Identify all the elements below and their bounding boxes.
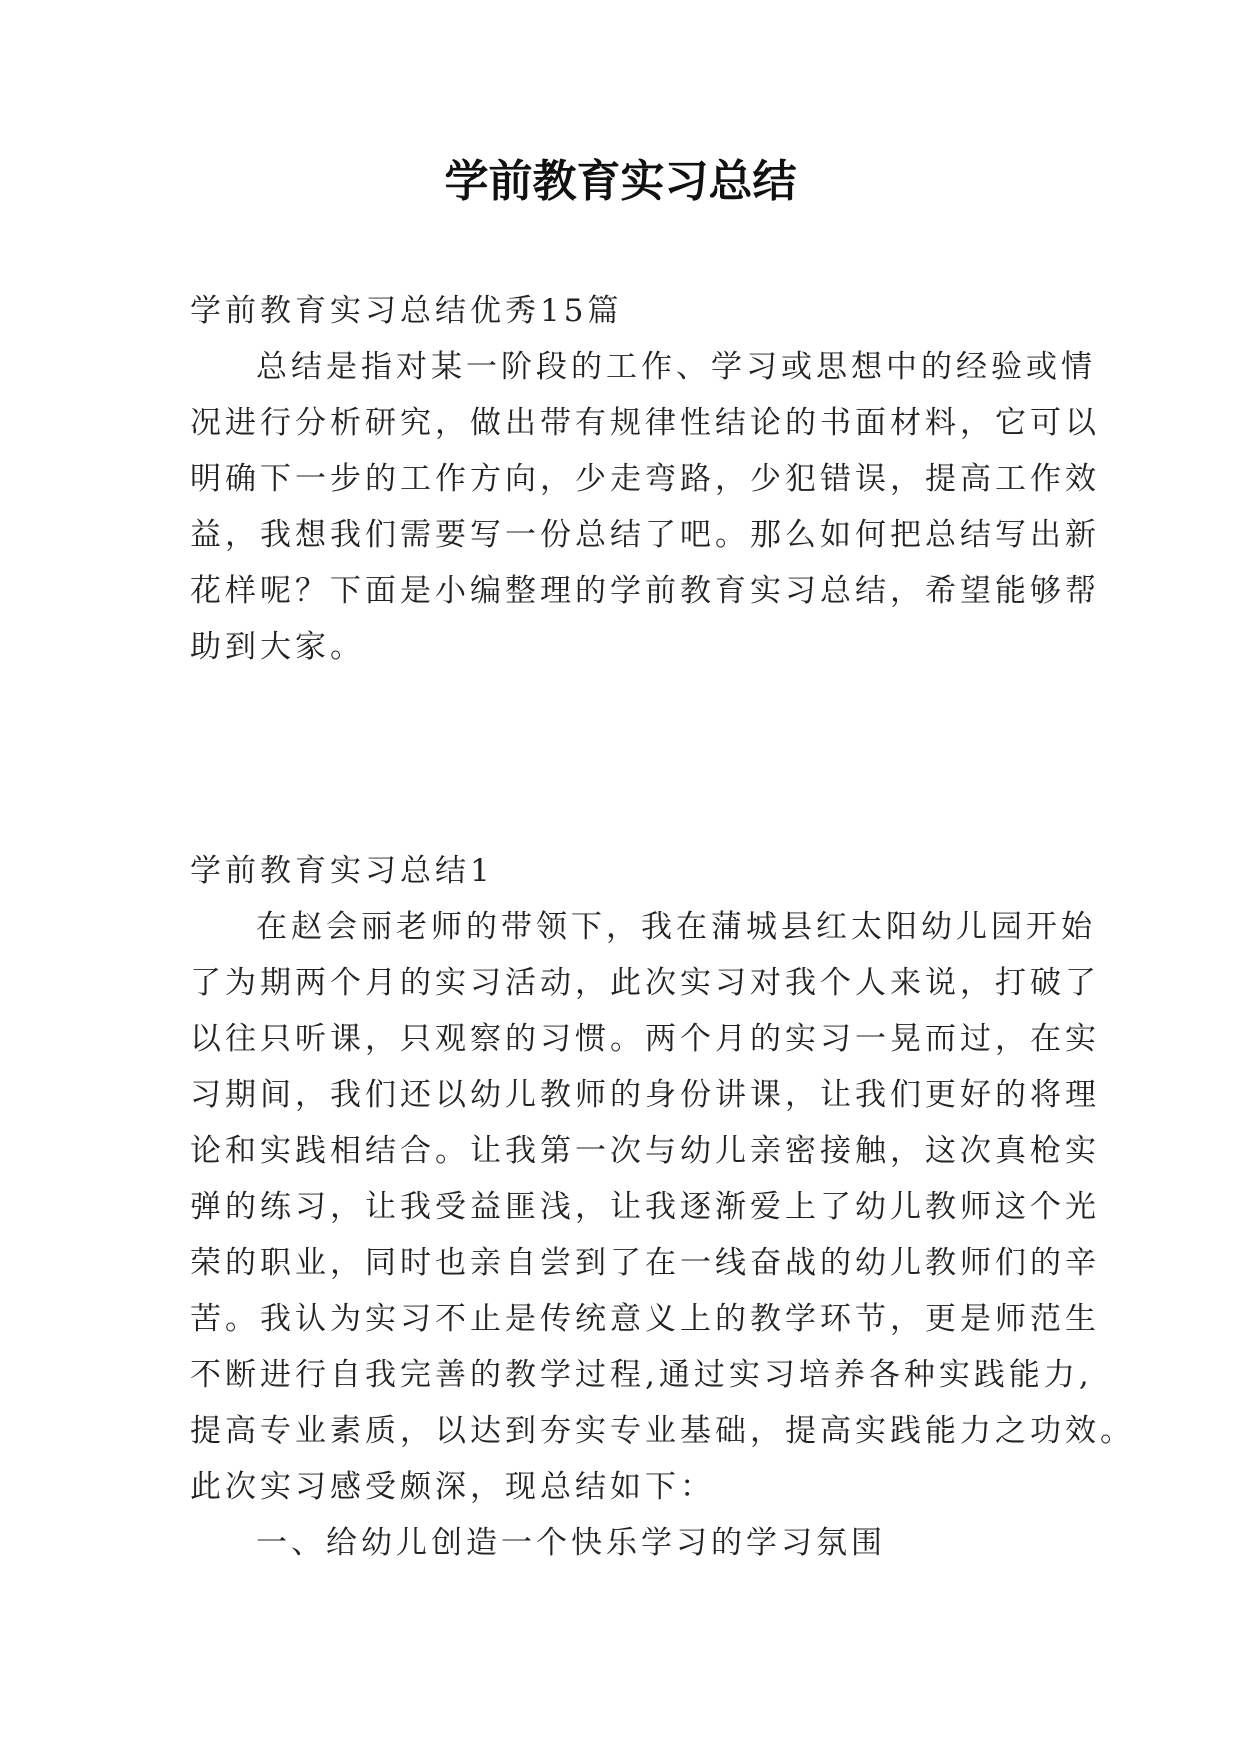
section-paragraph-line: 在赵会丽老师的带领下，我在蒲城县红太阳幼儿园开始 — [256, 909, 1096, 945]
section-spacer — [190, 675, 1054, 843]
section-paragraph-line: 弹的练习，让我受益匪浅，让我逐渐爱上了幼儿教师这个光 — [190, 1189, 1100, 1225]
document-body — [190, 283, 1135, 1571]
section-heading: 学前教育实习总结1 — [190, 853, 494, 889]
intro-paragraph-line: 助到大家。 — [190, 629, 365, 665]
section-paragraph-line: 苦。我认为实习不止是传统意义上的教学环节，更是师范生 — [190, 1301, 1100, 1337]
page-title: 学前教育实习总结 — [444, 156, 797, 207]
intro-paragraph-line: 益，我想我们需要写一份总结了吧。那么如何把总结写出新 — [190, 517, 1100, 553]
intro-paragraph-line: 明确下一步的工作方向，少走弯路，少犯错误，提高工作效 — [190, 461, 1100, 497]
document-subtitle: 学前教育实习总结优秀15篇 — [190, 293, 623, 329]
section-paragraph-line: 了为期两个月的实习活动，此次实习对我个人来说，打破了 — [190, 965, 1100, 1001]
section-paragraph-line: 论和实践相结合。让我第一次与幼儿亲密接触，这次真枪实 — [190, 1133, 1100, 1169]
section-paragraph-line: 以往只听课，只观察的习惯。两个月的实习一晃而过，在实 — [190, 1021, 1100, 1057]
intro-paragraph-line: 花样呢？下面是小编整理的学前教育实习总结，希望能够帮 — [190, 573, 1100, 609]
section-paragraph-line: 此次实习感受颇深，现总结如下： — [190, 1469, 715, 1505]
section-paragraph-line: 习期间，我们还以幼儿教师的身份讲课，让我们更好的将理 — [190, 1077, 1100, 1113]
intro-paragraph-line: 总结是指对某一阶段的工作、学习或思想中的经验或情 — [256, 349, 1096, 385]
section-paragraph-line: 荣的职业，同时也亲自尝到了在一线奋战的幼儿教师们的辛 — [190, 1245, 1100, 1281]
intro-paragraph-line: 况进行分析研究，做出带有规律性结论的书面材料，它可以 — [190, 405, 1100, 441]
section-paragraph-line: 提高专业素质，以达到夯实专业基础，提高实践能力之功效。 — [190, 1413, 1135, 1449]
section-paragraph-line: 不断进行自我完善的教学过程,通过实习培养各种实践能力, — [190, 1357, 1093, 1393]
numbered-subheading: 一、给幼儿创造一个快乐学习的学习氛围 — [256, 1525, 886, 1561]
